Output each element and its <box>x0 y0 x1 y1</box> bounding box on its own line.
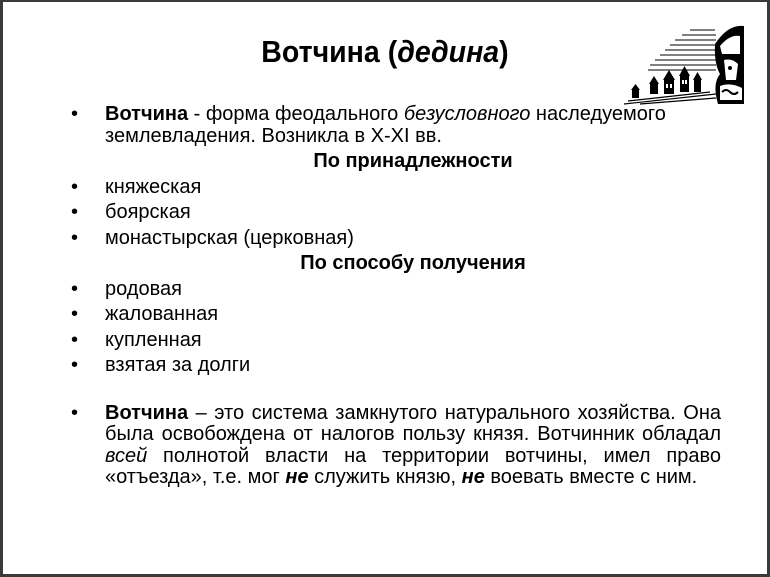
definition-term: Вотчина <box>105 103 189 125</box>
title-close-paren: ) <box>499 34 509 69</box>
bullet-icon: • <box>71 201 79 223</box>
list-item-text: купленная <box>105 328 202 351</box>
list-item-text: боярская <box>105 201 191 223</box>
bullet-icon: • <box>71 277 79 300</box>
section-heading-acquisition: По способу получения <box>300 252 526 274</box>
list-item-text: родовая <box>105 277 182 300</box>
list-item-text: взятая за долги <box>105 354 251 376</box>
list-item <box>71 279 721 301</box>
bullet-icon: • <box>71 354 79 376</box>
list-item <box>71 202 721 224</box>
spacer <box>71 381 721 403</box>
title-open-paren: ( <box>379 34 398 69</box>
summary-text: воевать вместе с ним. <box>484 466 698 488</box>
summary-bullet <box>71 403 721 489</box>
summary-italic: всей <box>105 444 148 467</box>
section-heading-ownership: По принадлежности <box>313 150 513 172</box>
list-item-text: жалованная <box>105 303 219 325</box>
list-item <box>71 330 721 352</box>
title-italic: дедина <box>397 34 500 69</box>
bullet-icon: • <box>71 103 79 125</box>
list-item <box>71 228 721 250</box>
bullet-icon: • <box>71 175 79 198</box>
definition-bullet <box>71 104 721 147</box>
bullet-icon: • <box>71 303 79 325</box>
bullet-icon: • <box>71 401 79 424</box>
definition-text: - форма феодального <box>188 103 404 125</box>
summary-emphasis: не <box>461 466 485 488</box>
summary-emphasis: не <box>285 466 309 488</box>
title-main: Вотчина <box>261 34 380 69</box>
list-item <box>71 304 721 326</box>
bullet-icon: • <box>71 226 79 249</box>
summary-term: Вотчина <box>105 401 189 424</box>
bullet-icon: • <box>71 328 79 351</box>
summary-text: полнотой власти на территории вотчины, имел право «отъезда», т.е. мог <box>105 444 721 488</box>
list-item-text: монастырская (церковная) <box>105 226 354 249</box>
summary-text: служить князю, <box>308 466 462 488</box>
list-item <box>71 177 721 199</box>
list-item-text: княжеская <box>105 175 202 198</box>
summary-text: – это система замкнутого натурального хозяйства. Она была освобождена от налогов пользу князя. Вотчинник обладал <box>105 401 721 445</box>
slide-content <box>71 104 721 493</box>
town-illustration-icon <box>620 24 748 106</box>
definition-italic: безусловного <box>403 103 531 125</box>
list-item <box>71 355 721 377</box>
definition-rest: наследуемого землевладения. Возникла в X-XI вв. <box>105 103 666 147</box>
